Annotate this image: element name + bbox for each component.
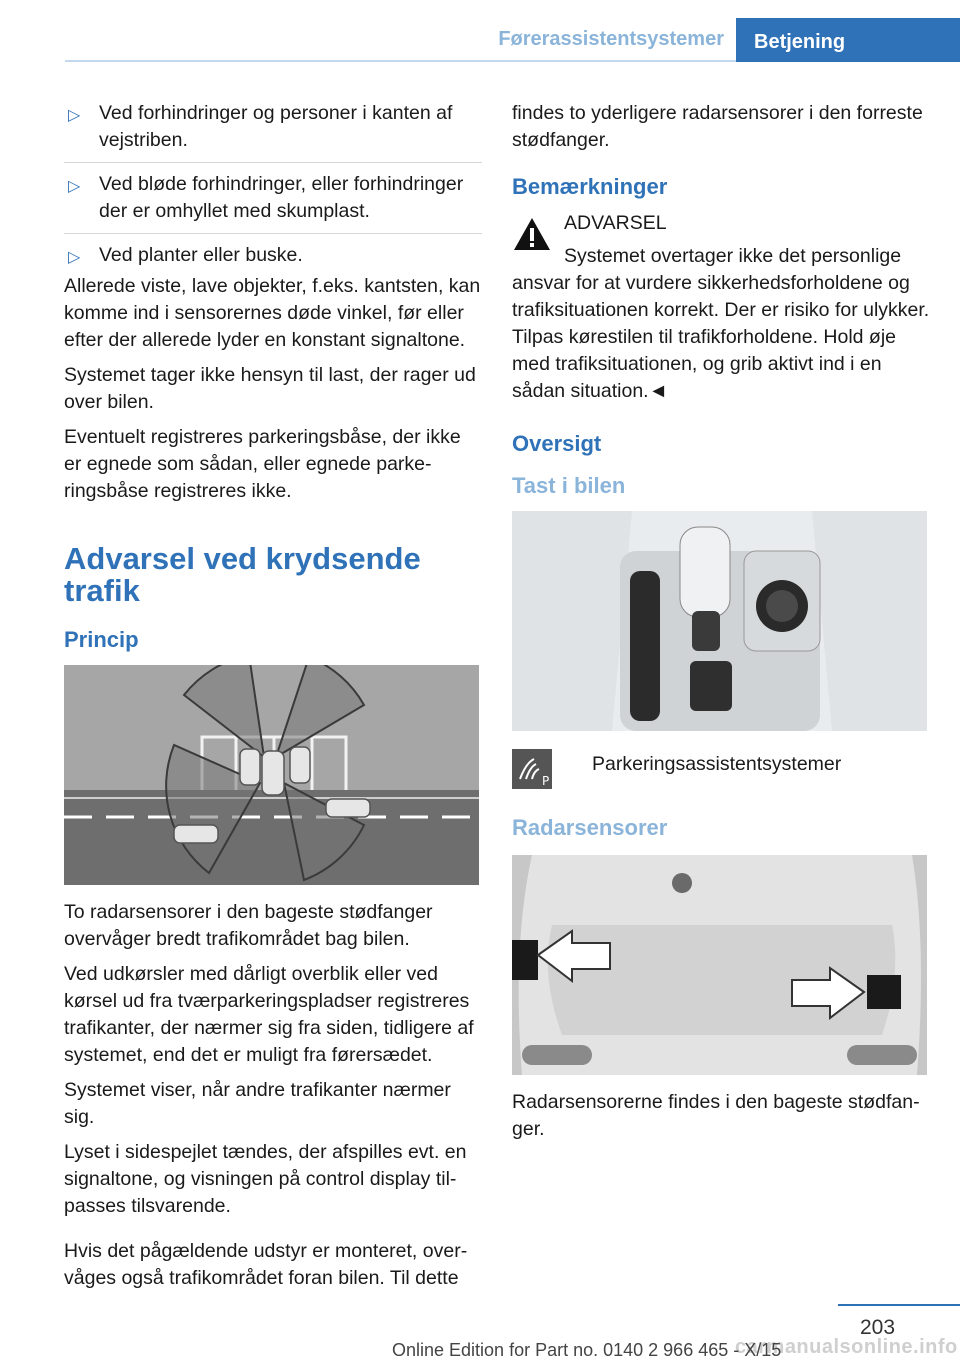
page-number: 203 <box>860 1316 896 1339</box>
paragraph: Lyset i sidespejlet tændes, der afspilles evt. en signaltone, og visningen på control display tilpasses tilsvarende. <box>64 1141 467 1217</box>
notes-heading: Bemærkninger <box>512 174 668 199</box>
watermark: carmanualsonline.info <box>735 1336 958 1358</box>
paragraph: Ved udkørsler med dårligt overblik eller ved kørsel ud fra tværparkeringspladser registreres trafikanter, der nærmer sig fra siden, tidligere af systemet, end det er muligt fra førersædet. <box>64 963 474 1066</box>
warning-box <box>512 210 930 270</box>
right-column <box>512 100 930 1151</box>
paragraph: Hvis det pågældende udstyr er monteret, overvåges også trafikområdet foran bilen. Til dette <box>64 1240 468 1289</box>
list-item: ▷ Ved bløde forhindringer, eller forhindringer der er omhyllet med skumplast. <box>64 171 482 234</box>
button-heading: Tast i bilen <box>512 473 626 498</box>
paragraph: Allerede viste, lave objekter, f.eks. kantsten, kan komme ind i sensorernes døde vinkel, før eller efter der allerede lyder en konstant signaltone. <box>64 275 481 351</box>
list-item: ▷ Ved forhindringer og personer i kanten af vejstriben. <box>64 100 482 163</box>
triangle-bullet-icon: ▷ <box>68 107 81 124</box>
section-heading: Advarsel ved krydsende trafik <box>64 541 421 608</box>
header-chapter-tab: Betjening <box>736 18 960 62</box>
paragraph: Eventuelt registreres parkeringsbåse, der ikke er egnede som sådan, eller egnede parkeringsbåse registreres ikke. <box>64 426 461 502</box>
parking-assist-key <box>512 745 930 791</box>
paragraph: findes to yderligere radarsensorer i den forreste stødfanger. <box>512 102 923 151</box>
limitations-list <box>64 100 482 271</box>
triangle-bullet-icon: ▷ <box>68 178 81 195</box>
page-header <box>0 0 960 62</box>
cross-traffic-illustration <box>64 665 479 885</box>
paragraph: To radarsensorer i den bageste stødfanger overvåger bredt trafikområdet bag bilen. <box>64 901 433 950</box>
svg-text:P: P <box>542 774 550 788</box>
parking-sensor-icon <box>512 749 552 789</box>
warning-title: ADVARSEL <box>564 212 667 234</box>
parking-assist-label: Parkeringsassistentsystemer <box>592 753 842 775</box>
triangle-bullet-icon: ▷ <box>68 249 81 266</box>
radar-caption: Radarsensorerne findes i den bageste stødfanger. <box>512 1091 920 1140</box>
edition-line: Online Edition for Part no. 0140 2 966 465 - X/15 <box>392 1340 782 1360</box>
rear-bumper-illustration <box>512 855 927 1075</box>
warning-text: ansvar for at vurdere sikkerhedsforholdene og trafiksituationen korrekt. Der er risiko for ulykker. Tilpas kørestilen til trafikforholdene. Hold øje med trafiksituationen, og grib aktivt ind i en sådan situation.◄ <box>512 272 930 402</box>
footer-rule <box>838 1304 960 1306</box>
warning-first-line: Systemet overtager ikke det personlige <box>564 245 902 267</box>
header-rule <box>65 60 736 62</box>
list-item: ▷ Ved planter eller buske. <box>64 242 482 271</box>
paragraph: Systemet tager ikke hensyn til last, der rager ud over bilen. <box>64 364 476 413</box>
subsection-heading: Princip <box>64 627 139 652</box>
paragraph: Systemet viser, når andre trafikanter nærmer sig. <box>64 1079 451 1128</box>
warning-icon <box>512 216 552 252</box>
overview-heading: Oversigt <box>512 431 602 456</box>
center-console-photo <box>512 511 927 731</box>
radar-heading: Radarsensorer <box>512 815 668 840</box>
header-section-title: Førerassistentsystemer <box>498 28 724 50</box>
left-column <box>64 100 482 1300</box>
